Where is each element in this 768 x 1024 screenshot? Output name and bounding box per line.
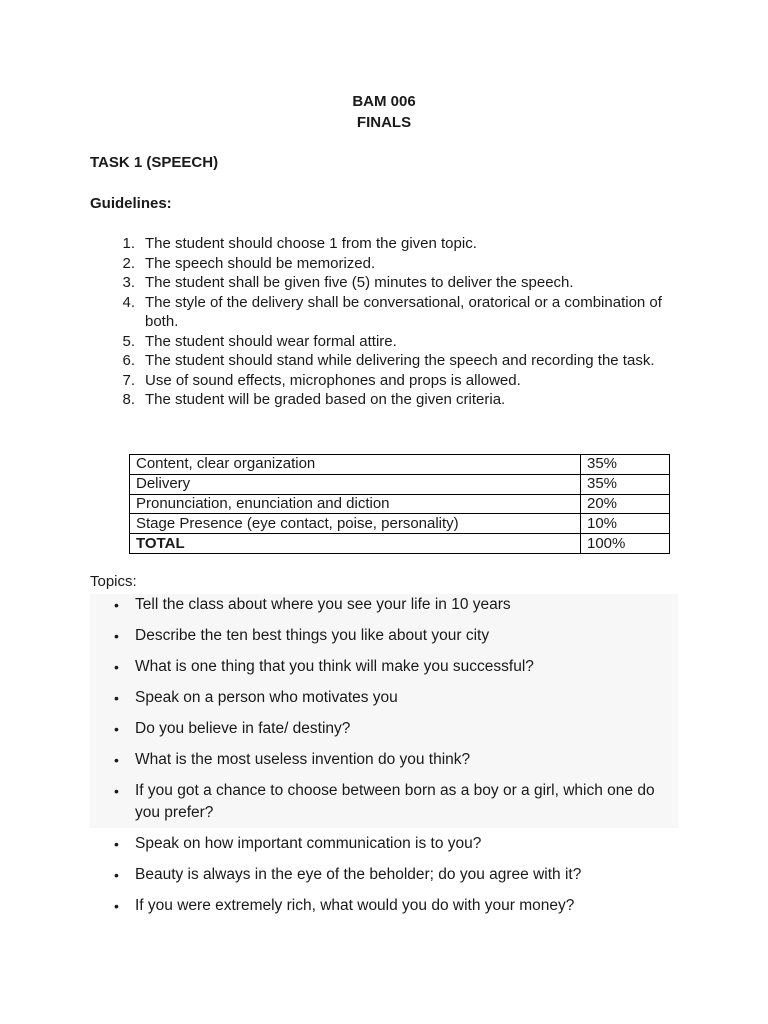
topic-text: Tell the class about where you see your life in 10 years xyxy=(135,596,511,613)
list-item xyxy=(90,718,678,740)
table-row xyxy=(130,455,670,475)
guideline-number: 1. xyxy=(122,235,135,252)
bullet-icon: • xyxy=(114,690,119,706)
criteria-percent: 20% xyxy=(581,494,670,514)
guideline-item xyxy=(90,234,680,254)
guideline-text: Use of sound effects, microphones and props is allowed. xyxy=(145,371,521,389)
topic-text: Speak on how important communication is to you? xyxy=(135,835,482,852)
table-row xyxy=(130,514,670,534)
task-heading: TASK 1 (SPEECH) xyxy=(90,154,219,171)
bullet-icon: • xyxy=(114,597,119,613)
guideline-item xyxy=(90,371,680,391)
doc-title-course: BAM 006 xyxy=(352,93,416,110)
guideline-number: 3. xyxy=(122,274,135,291)
list-item xyxy=(90,687,678,709)
table-row xyxy=(130,474,670,494)
criteria-label: Delivery xyxy=(130,474,581,494)
topic-text: If you were extremely rich, what would you do with your money? xyxy=(135,897,575,914)
list-item xyxy=(90,864,678,886)
bullet-icon: • xyxy=(114,867,119,883)
guidelines-heading: Guidelines: xyxy=(90,195,172,212)
guideline-item xyxy=(90,293,680,332)
guideline-number: 8. xyxy=(122,391,135,408)
criteria-percent: 35% xyxy=(581,474,670,494)
guideline-number: 5. xyxy=(122,332,135,350)
table-row xyxy=(130,494,670,514)
list-item xyxy=(90,625,678,647)
criteria-label: Stage Presence (eye contact, poise, personality) xyxy=(130,514,581,534)
doc-title-finals: FINALS xyxy=(356,114,412,131)
guideline-text: The speech should be memorized. xyxy=(145,254,376,272)
bullet-icon: • xyxy=(114,752,119,768)
guideline-text: The style of the delivery shall be conversational, oratorical or a combination of both. xyxy=(145,293,662,330)
criteria-percent: 35% xyxy=(581,455,670,475)
guideline-item xyxy=(90,332,680,352)
guideline-item xyxy=(90,273,680,293)
criteria-table xyxy=(129,454,670,554)
bullet-icon: • xyxy=(114,783,119,799)
list-item xyxy=(90,833,678,855)
guidelines-list xyxy=(90,234,680,410)
guideline-number: 7. xyxy=(122,371,135,389)
list-item xyxy=(90,895,678,917)
guideline-text: The student shall be given five (5) minutes to deliver the speech. xyxy=(145,274,574,291)
topic-text: What is one thing that you think will make you successful? xyxy=(135,658,534,675)
topic-text: If you got a chance to choose between born as a boy or a girl, which one do you prefer? xyxy=(135,782,655,821)
topic-text: Do you believe in fate/ destiny? xyxy=(135,720,351,737)
guideline-number: 2. xyxy=(122,254,135,272)
guideline-text: The student should stand while delivering the speech and recording the task. xyxy=(145,352,655,369)
list-item xyxy=(90,749,678,771)
bullet-icon: • xyxy=(114,836,119,852)
table-row-total xyxy=(130,534,670,554)
topics-list xyxy=(90,594,678,917)
topics-label: Topics: xyxy=(90,573,137,590)
topic-text: Describe the ten best things you like about your city xyxy=(135,627,490,644)
bullet-icon: • xyxy=(114,659,119,675)
guideline-item xyxy=(90,254,680,274)
criteria-total-label: TOTAL xyxy=(130,534,581,554)
guideline-number: 6. xyxy=(122,352,135,369)
list-item xyxy=(90,594,678,616)
bullet-icon: • xyxy=(114,721,119,737)
bullet-icon: • xyxy=(114,628,119,644)
list-item xyxy=(90,656,678,678)
topic-text: Beauty is always in the eye of the beholder; do you agree with it? xyxy=(135,866,582,883)
list-item xyxy=(90,780,678,824)
guideline-text: The student will be graded based on the given criteria. xyxy=(145,391,506,408)
guideline-text: The student should wear formal attire. xyxy=(145,332,397,350)
topic-text: Speak on a person who motivates you xyxy=(135,689,398,706)
topic-text: What is the most useless invention do you think? xyxy=(135,751,471,768)
criteria-percent: 10% xyxy=(581,514,670,534)
criteria-total-percent: 100% xyxy=(581,534,670,554)
guideline-item xyxy=(90,390,680,410)
criteria-label: Content, clear organization xyxy=(130,455,581,475)
bullet-icon: • xyxy=(114,898,119,914)
guideline-text: The student should choose 1 from the given topic. xyxy=(145,235,477,252)
guideline-number: 4. xyxy=(122,293,135,311)
criteria-label: Pronunciation, enunciation and diction xyxy=(130,494,581,514)
guideline-item xyxy=(90,351,680,371)
